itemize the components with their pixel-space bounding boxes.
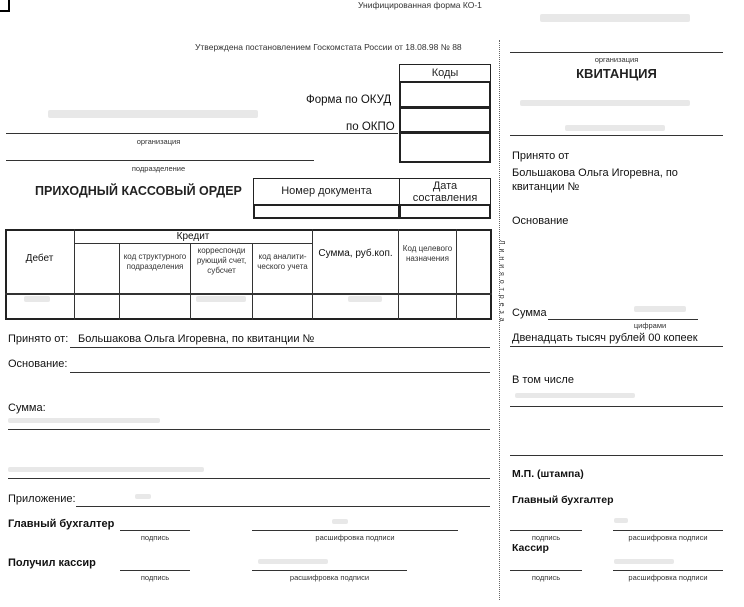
received-from-label: Принято от: [8,333,69,345]
okud-code-value [420,88,468,102]
receipt-digits-caption: цифрами [633,321,667,330]
receipt-cashier-label: Кассир [512,542,549,554]
approved-note: Утверждена постановлением Госкомстата России от 18.08.98 № 88 [195,42,462,52]
chief-signature-caption: подпись [140,533,170,542]
receipt-including-value [515,393,635,398]
corr-account-value [196,296,246,302]
okud-label: Форма по ОКУД [306,94,392,106]
receipt-cashier-signature-field[interactable] [510,554,582,570]
order-title: ПРИХОДНЫЙ КАССОВЫЙ ОРДЕР [35,184,242,198]
receipt-cashier-decoding-value [614,559,674,564]
chief-decoding-caption: расшифровка подписи [315,533,395,542]
including-value [8,467,204,472]
organization-caption: организация [136,137,181,146]
codes-empty-cell [399,132,491,163]
department-caption: подразделение [131,164,186,173]
receipt-received-from-label: Принято от [512,150,570,162]
debit-header: Дебет [25,253,54,264]
organization-value [48,110,258,118]
cashier-signature-field[interactable] [120,554,190,570]
struct-code-header: код структурного подразделения [123,252,187,271]
basis-label: Основание: [8,358,68,370]
receipt-received-from-value: Большакова Ольга Игоревна, по квитанции № [512,167,678,193]
receipt-order-number-value [520,100,690,106]
chief-accountant-signature-field[interactable] [120,514,190,530]
receipt-stamp-label: М.П. (штампа) [512,468,584,480]
cashier-decoding-caption: расшифровка подписи [289,573,370,582]
sum-value [348,296,382,302]
okpo-label: по ОКПО [346,121,395,133]
receipt-including-label: В том числе [512,374,574,386]
sum-words-value [8,418,160,423]
attachment-value [135,494,151,499]
doc-number-header: Номер документа [253,178,400,205]
table-row[interactable] [6,295,491,319]
receipt-sum-value [634,306,686,312]
receipt-cashier-signature-caption: подпись [531,573,561,582]
receipt-title: КВИТАНЦИЯ [576,66,657,81]
receipt-sum-label: Сумма [512,307,547,319]
receipt-chief-signature-caption: подпись [531,533,561,542]
receipt-organization-field[interactable] [510,36,723,52]
chief-accountant-decoding-field[interactable] [252,514,458,530]
chief-accountant-label: Главный бухгалтер [8,518,115,530]
receipt-date-value [565,125,665,131]
received-cashier-label: Получил кассир [8,557,96,569]
cashier-decoding-value [258,559,328,564]
sum-header: Сумма, руб.коп. [318,248,393,259]
receipt-chief-decoding-caption: расшифровка подписи [628,533,708,542]
form-name: Унифицированная форма КО-1 [358,0,482,10]
receipt-sum-words: Двенадцать тысяч рублей 00 копеек [512,332,698,344]
receipt-chief-decoding-field[interactable] [613,514,723,530]
receipt-organization-value [540,14,690,22]
analytic-code-header: код аналити-ческого учета [257,252,308,271]
corner-mark [0,0,10,12]
debit-value [24,296,50,302]
receipt-chief-signature-field[interactable] [510,514,582,530]
date-field[interactable] [399,204,491,219]
basis-field[interactable] [70,356,490,372]
corr-account-header: корреспонди рующий счет, субсчет [196,246,247,275]
receipt-org-caption: организация [594,55,639,64]
receipt-chief-decoding-value [614,518,628,523]
codes-header: Коды [399,64,491,82]
receipt-basis-label: Основание [512,215,569,227]
purpose-code-header: Код целевого назначения [402,244,453,263]
attachment-label: Приложение: [8,493,76,505]
date-header: Дата составления [399,178,491,205]
credit-header: Кредит [176,231,210,242]
doc-number-field[interactable] [253,204,400,219]
tear-line-label: Л и н и я о т р е з а [498,240,505,323]
sum-label: Сумма: [8,402,46,414]
receipt-cashier-decoding-caption: расшифровка подписи [628,573,708,582]
receipt-basis-field[interactable] [512,232,723,248]
cashier-signature-caption: подпись [140,573,170,582]
receipt-chief-accountant-label: Главный бухгалтер [512,494,614,506]
okpo-code-value [420,114,468,128]
organization-field[interactable] [6,118,398,134]
received-from-value: Большакова Ольга Игоревна, по квитанции № [78,333,315,345]
chief-decoding-value [332,519,348,524]
